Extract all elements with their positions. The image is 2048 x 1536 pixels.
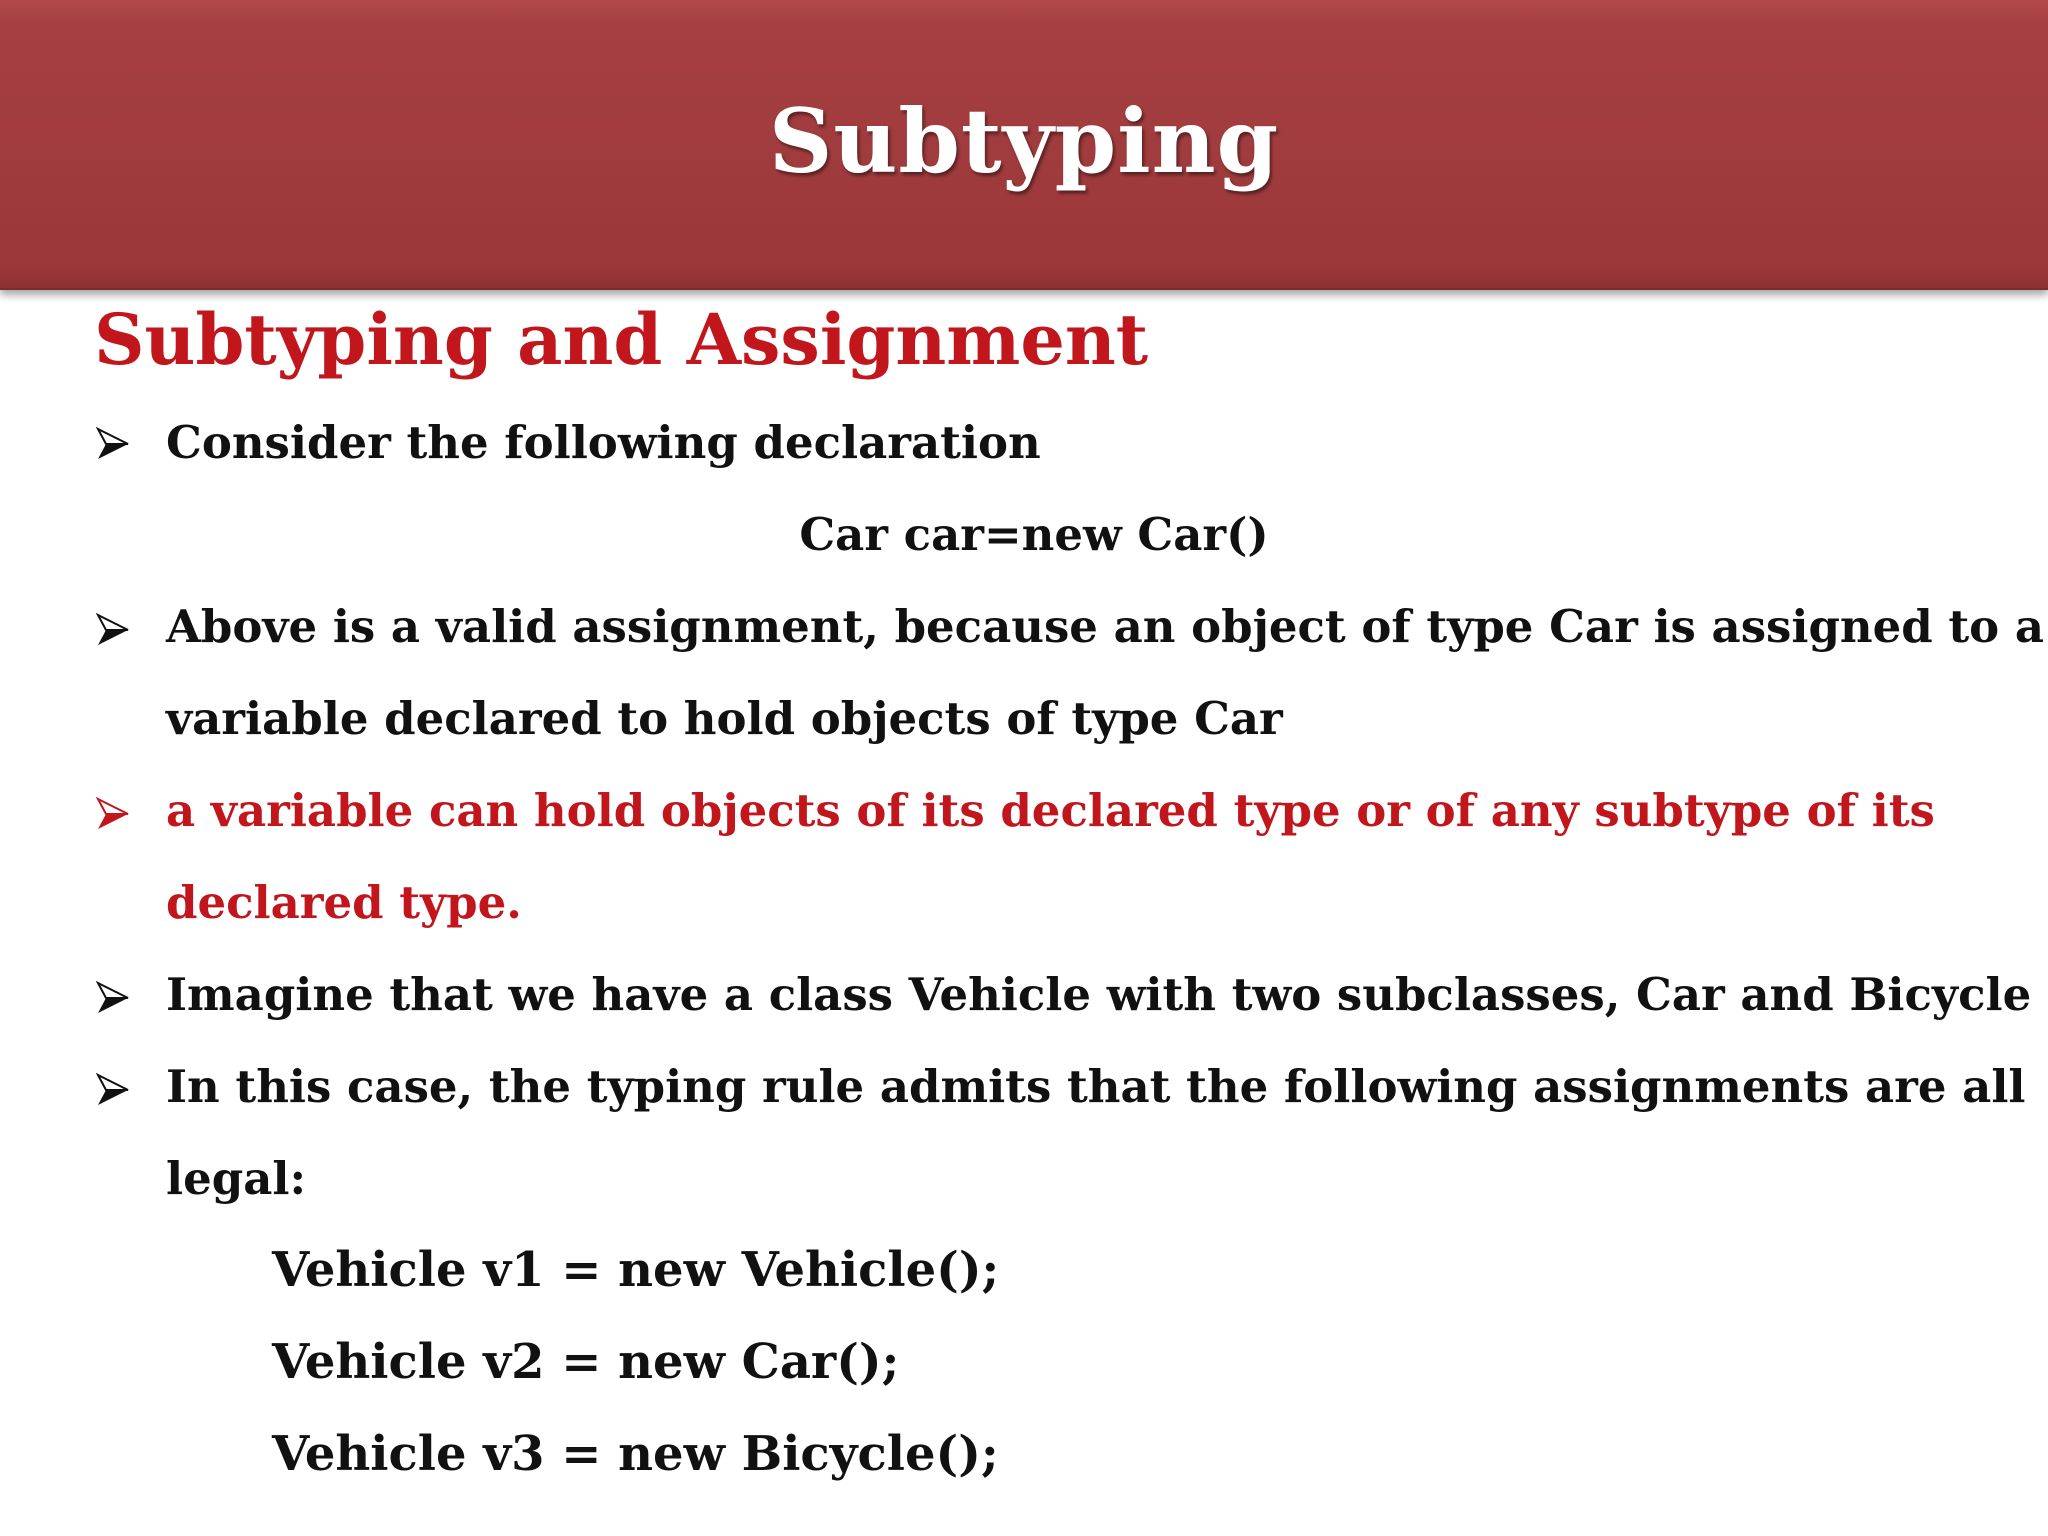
bullet-text: In this case, the typing rule admits that the following assignments are all bbox=[166, 1060, 2026, 1113]
title-bar bbox=[0, 0, 2048, 290]
arrowhead-bullet-icon bbox=[96, 427, 130, 461]
section-heading: Subtyping and Assignment bbox=[94, 298, 1149, 381]
bullet-text: Consider the following declaration bbox=[166, 416, 1041, 469]
slide-title: Subtyping bbox=[768, 89, 1280, 193]
code-line: Vehicle v1 = new Vehicle(); bbox=[272, 1242, 1000, 1298]
code-line: Vehicle v3 = new Bicycle(); bbox=[272, 1426, 999, 1482]
arrowhead-bullet-icon bbox=[96, 981, 130, 1015]
bullet-text: Imagine that we have a class Vehicle with two subclasses, Car and Bicycle bbox=[166, 968, 2032, 1021]
arrowhead-bullet-icon bbox=[96, 613, 130, 647]
declaration-code: Car car=new Car() bbox=[799, 508, 1269, 561]
bullet-text: Above is a valid assignment, because an object of type Car is assigned to a bbox=[166, 600, 2045, 653]
arrowhead-bullet-icon bbox=[96, 1073, 130, 1107]
code-line: Vehicle v2 = new Car(); bbox=[272, 1334, 900, 1390]
bullet-text-continued: legal: bbox=[166, 1152, 307, 1205]
arrowhead-bullet-icon bbox=[96, 797, 130, 831]
bullet-text-continued: variable declared to hold objects of type Car bbox=[166, 692, 1283, 745]
bullet-text-highlight: a variable can hold objects of its declared type or of any subtype of its bbox=[166, 784, 1935, 837]
bullet-text-highlight-continued: declared type. bbox=[166, 876, 522, 929]
